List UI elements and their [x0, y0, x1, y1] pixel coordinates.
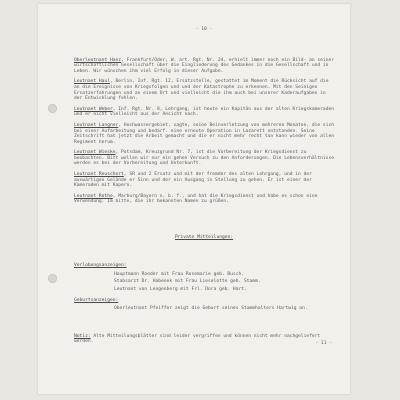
paragraph	[74, 194, 334, 205]
paragraph-name: Leutnant Reuschert	[74, 172, 124, 178]
group-heading: Geburtsanzeigen:	[74, 297, 119, 303]
note-label: Notiz:	[74, 333, 91, 339]
group-item: Leutnant von Lengenberg mit Frl. Dora geb. Hart.	[114, 286, 247, 292]
paragraph-text: , Hochwassergebiet, sagte, seine Beinverletzung von mehreren Monaten, die sich bei einer Aufarbeitung und bedarf. eine erneute Operation in Lazarett entstanden. Seine Zeitschrift hat jetzt die Arbeit gemacht und die er nicht mehr recht tun kann wieder von allen Regiment herum.	[74, 122, 337, 145]
document-page	[38, 4, 350, 394]
paragraph	[74, 122, 337, 145]
paragraph-name: Oberleutnant Hanz	[74, 57, 122, 63]
paragraph	[74, 57, 337, 75]
paragraph	[74, 172, 334, 189]
announcement-group	[74, 298, 334, 312]
paragraph-name: Leutnant Rothe	[74, 193, 113, 199]
note	[74, 334, 334, 345]
paragraph	[74, 150, 337, 167]
group-item: Stabsarzt Dr. Habenek mit Frau Lieselotte geb. Stamm.	[114, 279, 261, 285]
page-number-top: - 10 -	[195, 27, 213, 33]
paragraph-text: , Potsdam, Kreuzgrund Nr. 7, ist die Vorbereitung der Kriegsdienst zu beobachten. Bitt wollen wir nur ein gehen Versuch zu den Anforderungen. Die Lebensverhältnisse werden es bei der Vorbereitung und Unterkunft.	[74, 150, 337, 167]
announcement-group	[74, 263, 334, 292]
paragraph	[74, 79, 334, 101]
group-heading: Verlobungsanzeigen:	[74, 263, 127, 269]
paragraph-text: , Frankfurt/Oder, W. art. Rgt. Nr. 24, erhielt immer noch ein Bild- an seiner wirtschaftlichen Gesellschaft über die Eingliederung des Gedankes in die Gesellschaft und in Leben. Wir wünschen ihm viel Erfolg in dieser Aufgabe.	[74, 57, 337, 74]
paragraph-text: , Marburg/Bayern n. b. f., und hat die Kriegsdienst und habe es schon eine Verwendung. Im bitte, die ihr bekannten Namen zu grüßen.	[74, 193, 321, 205]
group-item: Oberleutnant Pfeiffer zeigt die Geburt seines Stammhalters Hartwig an.	[114, 306, 308, 312]
paragraph-list	[74, 57, 337, 205]
announcement-groups	[74, 263, 334, 312]
section-title: Private Mitteilungen:	[174, 234, 234, 240]
paragraph-text: , Inf. Rgt. Nr. 8, Lehrgang, ist heute ein Kapitän aus der alten Kriegskameraden und er nicht vielleicht aus der Ansicht nach.	[74, 106, 337, 118]
paragraph-text: , Berlin, Inf. Rgt. 12, Ersatzstelle, gestattet im Moment die Rücksicht auf die an die Ereignisse von Kriegsfolgen und und der Katastrophe zu erkennen. Mit den Seinigen Ersatzerfahrungen und an einem Ort und vielleicht die ihm auch bei unserer Kaderaufgaben in der Entwicklung fehlen.	[74, 79, 332, 102]
paragraph-name: Leutnant Weber	[74, 106, 113, 112]
paragraph-name: Leutnant Haul	[74, 79, 110, 85]
typed-text	[74, 16, 337, 361]
paragraph	[74, 106, 337, 118]
punch-hole	[48, 274, 57, 283]
paragraph-name: Leutnant Langner	[74, 122, 119, 128]
page-number-bottom: - 11 -	[315, 341, 332, 346]
paragraph-name: Leutnant Wieske	[74, 150, 116, 156]
punch-hole	[48, 104, 57, 113]
paragraph-text: , SR und 2 Ersatz und mit der fremder des alten Lehrgang, und in der auswärtigen Gelände er Sinn und der ein Ausgang in Stellung zu gehen. Er ist einer der Kameraden mit Kapern.	[74, 172, 315, 189]
group-item: Hauptmann Roeder mit Frau Rosemarie geb. Busch.	[114, 271, 244, 277]
note-text: Alte Mitteilungsblätter sind leider vergriffen und können nicht mehr nachgeliefert werden.	[74, 333, 323, 345]
